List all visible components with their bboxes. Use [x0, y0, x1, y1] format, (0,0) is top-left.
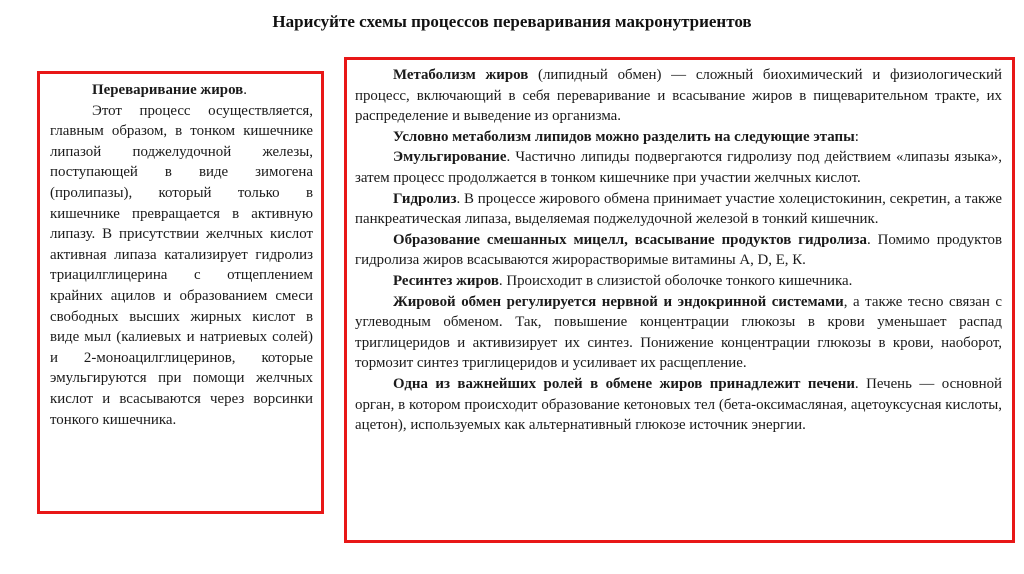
paragraph-emulsification: Эмульгирование. Частично липиды подвергаются гидролизу под действием «липазы языка», затем процесс продолжается в тонком кишечнике при участии желчных кислот.: [355, 149, 1002, 186]
fat-digestion-heading: Переваривание жиров.: [92, 82, 247, 98]
heading-bold: Переваривание жиров: [92, 82, 244, 98]
fat-digestion-box: [37, 71, 324, 514]
paragraph-definition: Метаболизм жиров (липидный обмен) — сложный биохимический и физиологический процесс, включающий в себя переваривание и всасывание жиров в пищеварительном тракте, их распределение и выведение из организма.: [355, 67, 1002, 125]
paragraph-resynthesis: Ресинтез жиров. Происходит в слизистой оболочке тонкого кишечника.: [393, 272, 853, 289]
paragraph-hydrolysis: Гидролиз. В процессе жирового обмена принимает участие холецистокинин, секретин, а также панкреатическая липаза, выделяемая поджелудочной железой в тонкий кишечник.: [355, 190, 1002, 228]
fat-digestion-body: Этот процесс осуществляется, главным образом, в тонком кишечнике липазой поджелудочной железы, поступающей в виде зимогена (пролипазы), который только в кишечнике превращается в активную липазу. В присутствии желчных кислот активная липаза катализирует гидролиз триацилглицерина с отщеплением крайних ацилов и образованием смеси свободных высших жирных кислот в виде мыл (калиевых и натриевых солей) и 2-моноацилглицеринов, которые эмульгируются при помощи желчных кислот и всасываются через ворсинки тонкого кишечника.: [50, 102, 313, 428]
fat-digestion-text: [50, 80, 313, 430]
slide-title: Нарисуйте схемы процессов переваривания макронутриентов: [272, 12, 752, 31]
paragraph-regulation: Жировой обмен регулируется нервной и эндокринной системами, а также тесно связан с углеводным обменом. Так, повышение концентрации глюкозы в крови уменьшает распад триглицеридов и активизирует их синтез. Понижение концентрации глюкозы в крови, наоборот, тормозит синтез триглицеридов и усиливает их расщепление.: [355, 293, 1002, 372]
paragraph-micelles: Образование смешанных мицелл, всасывание продуктов гидролиза. Помимо продуктов гидролиза жиров всасываются жирорастворимые витамины А, D, E, К.: [355, 231, 1002, 269]
paragraph-liver: Одна из важнейших ролей в обмене жиров принадлежит печени. Печень — основной орган, в котором происходит образование кетоновых тел (бета-оксимасляная, ацетоуксусная кислоты, ацетон), используемых как альтернативный глюкозе источник энергии.: [355, 375, 1003, 434]
paragraph-stages: Условно метаболизм липидов можно разделить на следующие этапы:: [393, 128, 859, 145]
fat-metabolism-text: [355, 65, 1002, 436]
fat-metabolism-box: [344, 57, 1015, 543]
